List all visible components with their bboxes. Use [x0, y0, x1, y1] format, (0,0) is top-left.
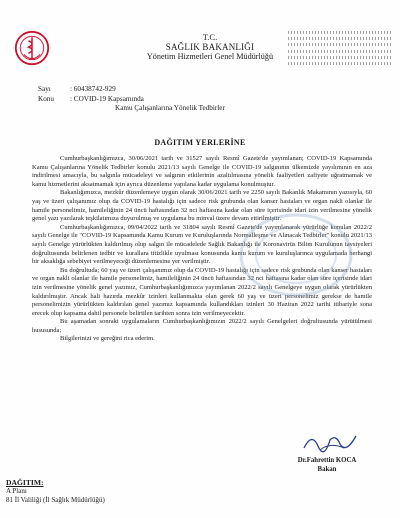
- paragraph-6: Bilgilerinizi ve gereğini rica ederim.: [60, 335, 155, 343]
- ministry-logo-icon: [14, 30, 50, 66]
- paragraph-5: Bu aşamadan sonraki uygulamaların Cumhurbaşkanlığımızın 2022/2 sayılı Genelgeleri doğrultusunda yürütülmesi hususunda;: [32, 318, 372, 334]
- letterhead: [140, 32, 280, 62]
- paragraph-2: Bakanlığımızca, mezkûr düzenlemeye uygun olarak 30/06/2021 tarih ve 2250 sayılı Bakanlık Makamının yazısıyla, 60 yaş ve üzeri çalışanımız olup da COVID-19 hastalığı için sadece risk grubunda olan kanser hastaları ve organ nakli olanlar ile hamile personelimiz, hamileliğinin 24 üncü haftasından 32 nci haftasına kadar olan süre içerisinde idari izin verilmesine yönelik genel yazı yazılarak teşkilatımıza duyurulmuş ve uygulama bu minval üzere devam ettirilmiştir.: [32, 189, 372, 223]
- ministry-name: SAĞLIK BAKANLIĞI: [165, 42, 255, 52]
- department-name: Yönetim Hizmetleri Genel Müdürlüğü: [146, 52, 274, 61]
- signer-role: Bakan: [317, 465, 337, 473]
- sayi-label: Sayı: [38, 85, 51, 93]
- distribution-list: [6, 478, 105, 505]
- recipient-title: DAĞITIM YERLERİNE: [154, 138, 246, 147]
- konu-line2: Kamu Çalışanlarına Yönelik Tedbirler: [115, 104, 225, 112]
- handwritten-signature-icon: [300, 428, 360, 456]
- distribution-heading: DAĞITIM:: [6, 478, 44, 487]
- distribution-target: 81 İl Valiliği (İl Sağlık Müdürlüğü): [6, 496, 105, 504]
- paragraph-1: Cumhurbaşkanlığımızca, 30/06/2021 tarih ve 31527 sayılı Resmî Gazete'de yayımlanan; COVID-19 Kapsamında Kamu Çalışanlarına Yönelik Tedbirler konulu 2021/13 sayılı Genelge ile COVID-19 salgınının ülkemizde yayılımının en aza indirilmesi amacıyla, bu salgınla mücadeleyi ve salgının etkilerinin azaltılmasına yönelik faaliyetleri zafiyete uğratmamak ve kamu hizmetlerini aksatmamak için ayrıca düzenleme yapılana kadar uygulama konulmuştur.: [32, 155, 372, 188]
- electronic-signature-block: [288, 31, 392, 68]
- paragraph-4: Bu doğrultuda; 60 yaş ve üzeri çalışanımız olup da COVID-19 hastalığı için sadece risk grubunda olan kanser hastaları ve organ nakli olanlar ile hamile personelimiz, hamileliğinin 24 üncü haftasından 32 nci haftasına kadar olan süre içerisinde idari izin verilmesine yönelik genel yazımız, Cumhurbaşkanlığımızca yayımlanan 2022/2 sayılı Genelgeye uygun olarak yürürlükten kaldırılmıştır. Ancak hali hazırda mezkûr izinleri kullanmakta olan gerek 60 yaş ve üzeri personelimiz gerekse de hamile personelimizin yürürlükten kaldırılan genel yazımız kapsamında kullandıkları izinleri 30 Haziran 2022 tarihi itibariyle sona erecek olup kapsama dahil personele belirtilen tarihten sonra izin verilmeyecektir.: [32, 266, 372, 317]
- distribution-plan: A Planı: [6, 487, 27, 495]
- signer-block: [262, 457, 392, 474]
- konu-line1: : COVID-19 Kapsamında: [70, 94, 144, 103]
- document-meta: [38, 85, 225, 114]
- signer-name: Dr.Fahrettin KOCA: [297, 457, 357, 464]
- letter-body: [32, 155, 372, 344]
- country-label: T.C.: [202, 32, 218, 42]
- konu-label: Konu: [38, 94, 54, 103]
- sayi-value: : 60438742-929: [70, 85, 116, 93]
- paragraph-3: Cumhurbaşkanlığımızca, 09/04/2022 tarih ve 31804 sayılı Resmî Gazete'de yayımlanarak yürürlüğe konulan 2022/2 sayılı Genelge ile "COVID-19 Kapsamında Kamu Kurum ve Kuruluşlarında Normalleşme ve Alınacak Tedbirler" konulu 2021/13 sayılı Genelge yürürlükten kaldırılmış olup salgın ile mücadelede Sağlık Bakanlığı ile Koronavirüs Bilim Kurulunun tavsiyeleri doğrultusunda belirlenen tedbir ve kurallara titizlikle uyulması konusunda kamu kurum ve kuruluşlarınca uygulamada herhangi bir aksaklığa sebebiyet verilmeyeceği düzenlemesine yer verilmiştir.: [32, 223, 372, 266]
